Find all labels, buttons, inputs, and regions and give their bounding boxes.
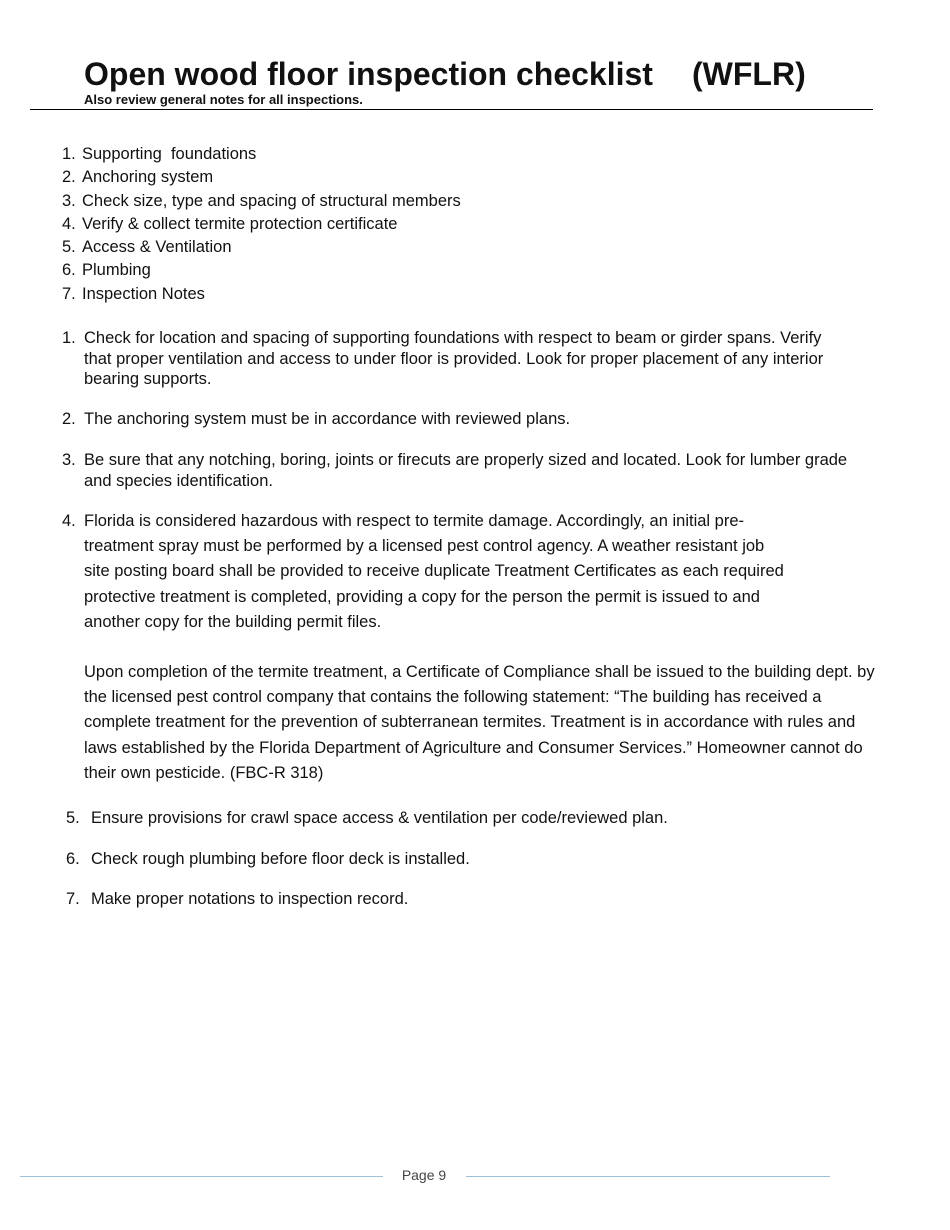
detail-item-access-ventilation <box>66 808 846 829</box>
summary-item <box>62 213 461 236</box>
detail-item-number: 6. <box>66 850 80 868</box>
detail-item-number: 2. <box>62 410 76 428</box>
summary-item-text: Supporting foundations <box>82 145 257 163</box>
detail-item-number: 7. <box>66 890 80 908</box>
detail-item-number: 1. <box>62 329 76 347</box>
summary-item-text: Plumbing <box>82 261 151 280</box>
detail-item-number: 5. <box>66 809 80 827</box>
summary-item <box>62 190 461 213</box>
summary-item-number: 6. <box>62 261 76 280</box>
summary-item-number: 5. <box>62 238 76 257</box>
summary-list <box>62 143 461 306</box>
summary-item <box>62 259 461 282</box>
page-number: Page 9 <box>401 1167 447 1183</box>
summary-item-text: Check size, type and spacing of structural members <box>82 191 461 210</box>
summary-item <box>62 143 461 166</box>
summary-item <box>62 283 461 306</box>
summary-item-text: Verify & collect termite protection certificate <box>82 214 398 233</box>
summary-item-number: 3. <box>62 191 76 210</box>
detail-item-text: Florida is considered hazardous with respect to termite damage. Accordingly, an initial pre-treatment spray must be performed by a licensed pest control agency. A weather resistant job site posting board shall be provided to receive duplicate Treatment Certificates as each required protective treatment is completed, providing a copy for the person the permit is issued to and another copy for the building permit files. <box>84 512 784 631</box>
detail-item-text: Check rough plumbing before floor deck is installed. <box>91 850 470 868</box>
summary-item <box>62 236 461 259</box>
detail-item-structural-members <box>62 450 862 491</box>
detail-item-number: 3. <box>62 451 76 469</box>
detail-item-termite <box>62 509 792 635</box>
termite-compliance-paragraph: Upon completion of the termite treatment, a Certificate of Compliance shall be issued to the building dept. by the licensed pest control company that contains the following statement: “The building has received a complete treatment for the prevention of subterranean termites. Treatment is in accordance with rules and laws established by the Florida Department of Agriculture and Consumer Services.” Homeowner cannot do their own pesticide. (FBC-R 318) <box>84 663 875 782</box>
detail-item-inspection-notes <box>66 889 846 910</box>
summary-item-text: Inspection Notes <box>82 284 205 303</box>
detail-item-text: Make proper notations to inspection record. <box>91 890 409 908</box>
summary-item-number: 7. <box>62 284 76 303</box>
summary-item-text: Anchoring system <box>82 168 214 187</box>
detail-item-text: Ensure provisions for crawl space access & ventilation per code/reviewed plan. <box>91 809 668 827</box>
summary-item-text: Access & Ventilation <box>82 238 232 257</box>
detail-item-foundations <box>62 328 852 390</box>
detail-item-text: Check for location and spacing of supporting foundations with respect to beam or girder spans. Verify that proper ventilation and access to under floor is provided. Look for proper placement of any interior bearing supports. <box>84 329 824 388</box>
summary-item-number: 1. <box>62 145 76 163</box>
detail-item-plumbing <box>66 849 846 870</box>
detail-item-text: Be sure that any notching, boring, joints or firecuts are properly sized and located. Look for lumber grade and species identification. <box>84 451 848 490</box>
footer-divider-right <box>466 1176 830 1177</box>
detail-item-number: 4. <box>62 512 76 530</box>
page-subtitle: Also review general notes for all inspections. <box>84 92 363 107</box>
summary-item <box>62 166 461 189</box>
page-title: Open wood floor inspection checklist <box>84 56 653 92</box>
detail-item-anchoring <box>62 409 852 430</box>
summary-item-number: 2. <box>62 168 76 187</box>
detail-item-text: The anchoring system must be in accordance with reviewed plans. <box>84 410 571 428</box>
summary-item-number: 4. <box>62 214 76 233</box>
checklist-code: (WFLR) <box>692 56 806 92</box>
header-divider <box>30 109 873 110</box>
footer-divider-left <box>20 1176 383 1177</box>
